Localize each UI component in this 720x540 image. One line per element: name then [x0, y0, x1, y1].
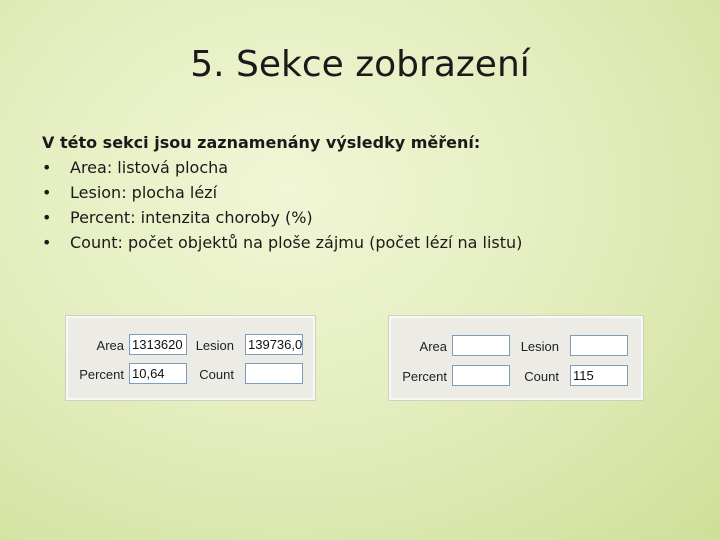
- count-label: Count: [199, 367, 234, 382]
- bullet-dot: •: [42, 158, 52, 177]
- lesion-label: Lesion: [520, 339, 559, 354]
- lesion-field[interactable]: 139736,0: [245, 334, 303, 355]
- bullet-lesion: [42, 180, 682, 205]
- intro-text: V této sekci jsou zaznamenány výsledky měření:: [42, 133, 481, 152]
- area-field[interactable]: [452, 335, 510, 356]
- bullet-area: [42, 155, 682, 180]
- bullet-percent: [42, 205, 682, 230]
- bullet-dot: •: [42, 208, 52, 227]
- bullet-count: [42, 230, 682, 255]
- bullet-dot: •: [42, 183, 52, 202]
- bullet-dot: •: [42, 233, 52, 252]
- slide-title: 5. Sekce zobrazení: [190, 44, 530, 85]
- bullet-list: [42, 155, 682, 255]
- count-field[interactable]: [245, 363, 303, 384]
- measurement-panel-right: [388, 315, 644, 401]
- percent-label: Percent: [79, 367, 124, 382]
- area-label: Area: [419, 339, 447, 354]
- lesion-field[interactable]: [570, 335, 628, 356]
- count-field[interactable]: 115: [570, 365, 628, 386]
- area-field[interactable]: 1313620: [129, 334, 187, 355]
- percent-field[interactable]: 10,64: [129, 363, 187, 384]
- percent-label: Percent: [402, 369, 447, 384]
- percent-field[interactable]: [452, 365, 510, 386]
- bullet-text: Lesion: plocha lézí: [70, 183, 218, 202]
- measurement-panel-left: [65, 315, 316, 401]
- area-label: Area: [96, 338, 124, 353]
- bullet-text: Count: počet objektů na ploše zájmu (počet lézí na listu): [70, 233, 523, 252]
- lesion-label: Lesion: [195, 338, 234, 353]
- bullet-text: Percent: intenzita choroby (%): [70, 208, 313, 227]
- bullet-text: Area: listová plocha: [70, 158, 229, 177]
- slide-content: [42, 130, 682, 255]
- count-label: Count: [524, 369, 559, 384]
